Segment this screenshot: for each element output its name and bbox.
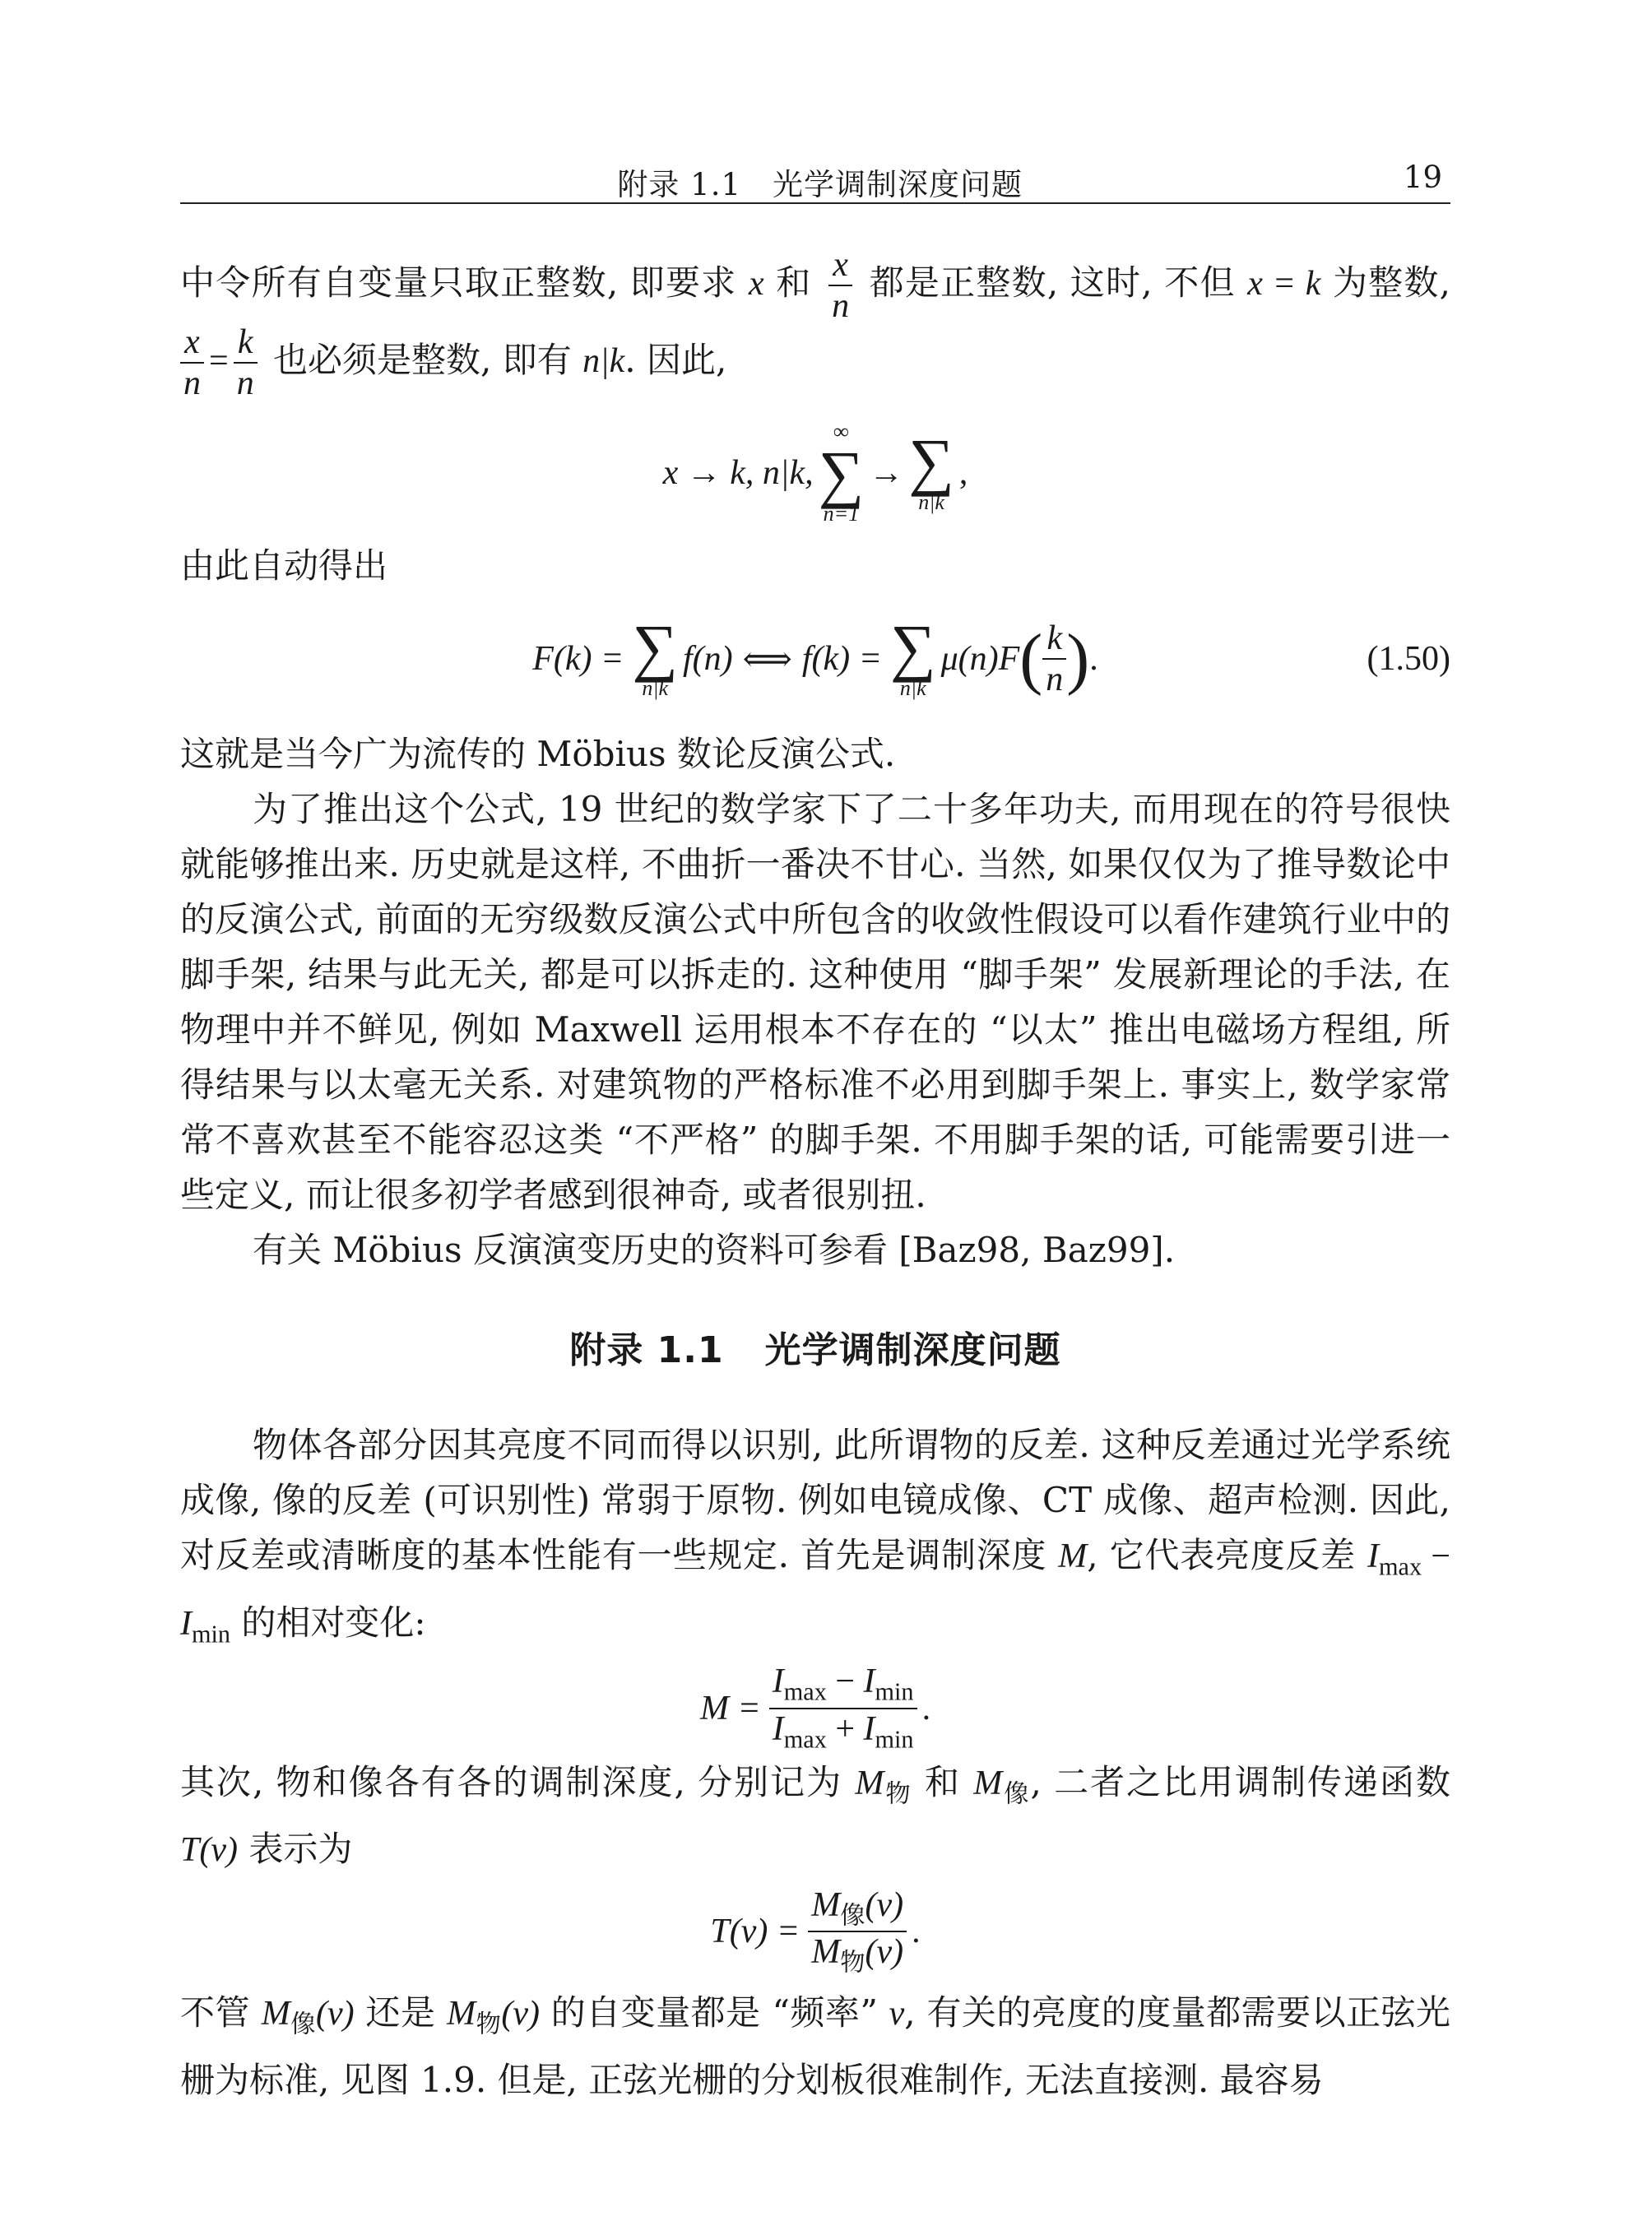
sum-symbol: ∞ ∑ n=1 (818, 419, 865, 526)
equation-modulation-depth: M = $\frac{I_{max} - I_{min}}{I_{max} + I_{min}}$ . (699, 1662, 931, 1754)
paragraph-3: 有关 Möbius 反演演变历史的资料可参看 [Baz98, Baz99]. (253, 1230, 1176, 1271)
header-title: 附录 1.1 光学调制深度问题 (617, 167, 1023, 202)
fraction-k-over-n: $\frac{k}{n}$ (234, 324, 258, 401)
equation-mapping: x → k, n|k, ∞ ∑ n=1 → ∑ n|k , (662, 419, 968, 526)
paragraph-4: 物体各部分因其亮度不同而得以识别, 此所谓物的反差. 这种反差通过光学系统成像, 像的反差 (可识别性) 常弱于原物. 例如电镜成像、CT 成像、超声检测. 因此, 对反差或清晰度的基本性能有一些规定. 首先是调制深度 M, 它代表亮度反差 $I_{max} - I_{min}$ 的相对变化: (180, 1425, 1451, 1648)
text-line: 由此自动得出 (180, 545, 388, 587)
math-x-eq-k: x = k (1247, 265, 1321, 304)
math-imax-minus-imin: $I_{max} - I_{min}$ (180, 1537, 1451, 1648)
fraction-k-over-n: $\frac{k}{n}$ (1042, 620, 1066, 698)
equation-number: (1.50) (1367, 640, 1450, 679)
paragraph-1: 中令所有自变量只取正整数, 即要求 x 和 $\frac{x}{n}$ 都是正整数, 这时, 不但 x = k 为整数, $\frac{x}{n}$ = $\frac{k}{n}$ 也必须是整数, 即有 n|k. 因此, (180, 246, 1450, 403)
paragraph-2: 为了推出这个公式, 19 世纪的数学家下了二十多年功夫, 而用现在的符号很快就能够推出来. 历史就是这样, 不曲折一番决不甘心. 当然, 如果仅仅为了推导数论中的反演公式, 前面的无穷级数反演公式中所包含的收敛性假设可以看作建筑行业中的脚手架, 结果与此无关, 都是可以拆走的. 这种使用 “脚手架” 发展新理论的手法, 在物理中并不鲜见, 例如 Maxwell 运用根本不存在的 “以太” 推出电磁场方程组, 所得结果与以太毫无关系. 对建筑物的严格标准不必用到脚手架上. 事实上, 数学家常常不喜欢甚至不能容忍这类 “不严格” 的脚手架. 不用脚手架的话, 可能需要引进一些定义, 而让很多初学者感到很神奇, 或者很别扭. (180, 789, 1450, 1216)
running-header (180, 160, 1450, 204)
section-heading (180, 1320, 1450, 1373)
page-body (180, 247, 1450, 2107)
math-n-divides-k: n|k (582, 342, 625, 381)
equation-1-50: F(k) = ∑ n|k f(n) ⟺ f(k) = ∑ n|k μ(n)F ( $\frac{k}{n}$ ) . (1.50) (532, 611, 1450, 700)
paragraph-5: 其次, 物和像各有各的调制深度, 分别记为 $M_物$ 和 $M_像$, 二者之比用调制传递函数 T(ν) 表示为 (180, 1761, 1451, 1870)
page-number: 19 (1403, 160, 1442, 195)
fraction-transfer: $\frac{M_像(\nu)}{M_物(\nu)}$ (808, 1887, 907, 1977)
fraction-x-over-n: $\frac{x}{n}$ (828, 247, 852, 324)
sum-symbol: ∑ n|k (632, 611, 678, 700)
equation-transfer-function: T(ν) = $\frac{M_像(\nu)}{M_物(\nu)}$ . (710, 1885, 921, 1978)
math-x: x (749, 265, 764, 304)
fraction-x-over-n: $\frac{x}{n}$ (180, 324, 204, 401)
paragraph-6: 不管 $M_像(\nu)$ 还是 $M_物(\nu)$ 的自变量都是 “频率” ν, 有关的亮度的度量都需要以正弦光栅为标准, 见图 1.9. 但是, 正弦光栅的分划板很难制作, 无法直接测. 最容易 (180, 1992, 1451, 2101)
sum-symbol: ∑ n|k (908, 425, 954, 514)
fraction-modulation: $\frac{I_{max} - I_{min}}{I_{max} + I_{min}}$ (769, 1663, 917, 1753)
text-line: 这就是当今广为流传的 Möbius 数论反演公式. (180, 734, 896, 775)
sum-symbol: ∑ n|k (889, 611, 936, 700)
section-number: 附录 1.1 (569, 1329, 724, 1372)
section-title: 光学调制深度问题 (764, 1329, 1061, 1372)
